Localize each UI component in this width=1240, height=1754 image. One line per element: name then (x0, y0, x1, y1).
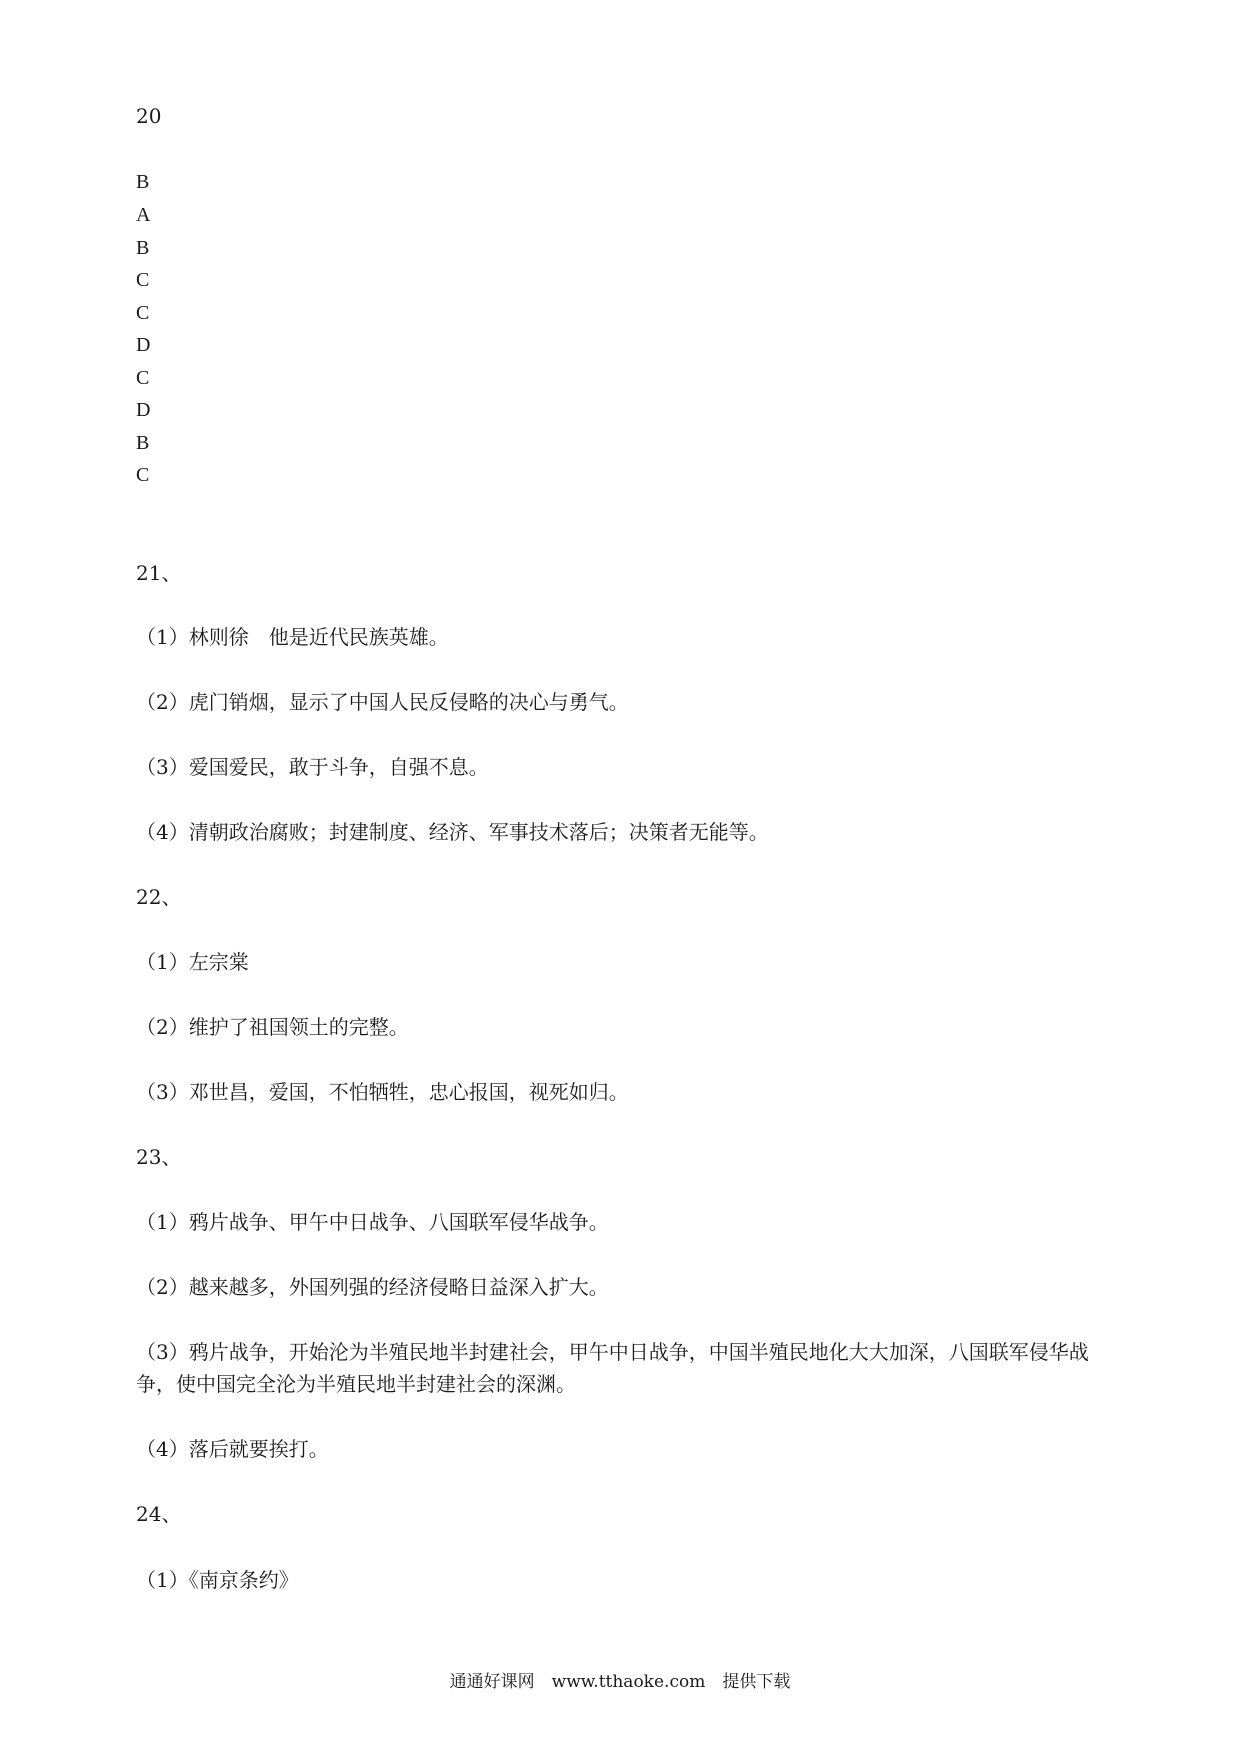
answer-letter: C (136, 302, 150, 324)
answer-item: （1）鸦片战争、甲午中日战争、八国联军侵华战争。 (136, 1210, 609, 1234)
answer-item: （2）越来越多，外国列强的经济侵略日益深入扩大。 (136, 1275, 609, 1299)
question-number-23: 23、 (136, 1145, 182, 1169)
answer-letter: A (136, 204, 151, 226)
answer-letter: D (136, 334, 151, 356)
question-number-21: 21、 (136, 561, 182, 585)
answer-item: （3）鸦片战争，开始沦为半殖民地半封建社会，甲午中日战争，中国半殖民地化大大加深，八国联军侵华战争，使中国完全沦为半殖民地半封建社会的深渊。 (136, 1340, 1089, 1396)
question-number-20: 20 (136, 104, 162, 128)
question-number-22: 22、 (136, 885, 182, 909)
answer-item: （3）邓世昌，爱国，不怕牺牲，忠心报国，视死如归。 (136, 1080, 629, 1104)
answer-letter: D (136, 399, 151, 421)
answer-item: （4）落后就要挨打。 (136, 1437, 329, 1461)
answer-letter: B (136, 171, 150, 193)
answer-item: （3）爱国爱民，敢于斗争，自强不息。 (136, 755, 489, 779)
question-number-24: 24、 (136, 1502, 182, 1526)
answer-item: （1）林则徐 他是近代民族英雄。 (136, 625, 449, 649)
answer-item: （1）左宗棠 (136, 950, 249, 974)
answer-letter: C (136, 464, 150, 486)
answer-item: （1）《南京条约》 (136, 1568, 299, 1592)
answer-item: （2）虎门销烟，显示了中国人民反侵略的决心与勇气。 (136, 690, 629, 714)
answer-letter: B (136, 432, 150, 454)
answer-item: （4）清朝政治腐败；封建制度、经济、军事技术落后；决策者无能等。 (136, 820, 769, 844)
answer-letter: C (136, 367, 150, 389)
answer-letter: C (136, 269, 150, 291)
answer-item: （2）维护了祖国领土的完整。 (136, 1015, 409, 1039)
page-footer: 通通好课网 www.tthaoke.com 提供下载 (449, 1672, 791, 1692)
answer-letter: B (136, 237, 150, 259)
